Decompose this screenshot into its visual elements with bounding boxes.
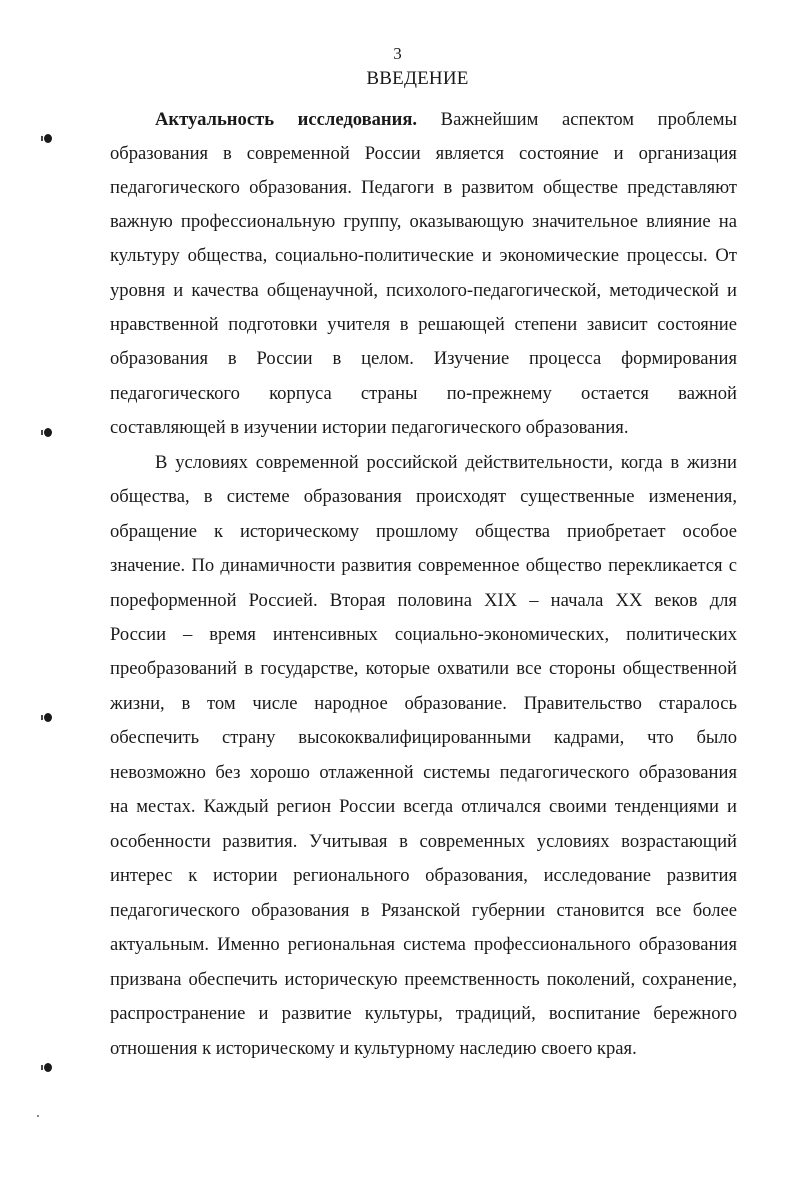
paragraph-line: культуру общества, социально-политические и экономические процессы. От — [110, 245, 737, 266]
paragraph-line: актуальным. Именно региональная система профессионального образования — [110, 934, 737, 955]
scan-speck — [37, 1115, 39, 1117]
bold-lead: Актуальность — [155, 109, 275, 130]
paragraph-line: образования в современной России является состояние и организация — [110, 143, 737, 164]
binding-hole-mark — [44, 428, 52, 437]
paragraph-line: преобразований в государстве, которые охватили все стороны общественной — [110, 658, 737, 679]
paragraph-line: значение. По динамичности развития современное общество перекликается с — [110, 555, 737, 576]
paragraph-line: общества, в системе образования происходят существенные изменения, — [110, 486, 737, 507]
paragraph-line: России – время интенсивных социально-экономических, политических — [110, 624, 737, 645]
paragraph-line: на местах. Каждый регион России всегда отличался своими тенденциями и — [110, 796, 737, 817]
page-title: ВВЕДЕНИЕ — [366, 68, 469, 89]
paragraph-line — [155, 108, 737, 132]
paragraph-line: нравственной подготовки учителя в решающей степени зависит состояние — [110, 314, 737, 335]
paragraph-line: уровня и качества общенаучной, психолого-педагогической, методической и — [110, 280, 737, 301]
paragraph-line: В условиях современной российской действительности, когда в жизни — [155, 452, 737, 473]
paragraph-line: интерес к истории регионального образования, исследование развития — [110, 865, 737, 886]
paragraph-line: жизни, в том числе народное образование. Правительство старалось — [110, 693, 737, 714]
paragraph-line: образования в России в целом. Изучение процесса формирования — [110, 348, 737, 369]
paragraph-line: составляющей в изучении истории педагогического образования. — [110, 417, 629, 438]
paragraph-line: пореформенной Россией. Вторая половина XIX – начала XX веков для — [110, 590, 737, 611]
bold-lead: исследования. — [297, 109, 418, 130]
paragraph-line: особенности развития. Учитывая в современных условиях возрастающий — [110, 831, 737, 852]
binding-hole-mark — [44, 134, 52, 143]
paragraph-line: призвана обеспечить историческую преемственность поколений, сохранение, — [110, 969, 737, 990]
binding-hole-mark — [44, 713, 52, 722]
paragraph-line: обеспечить страну высококвалифицированными кадрами, что было — [110, 727, 737, 748]
paragraph-line: обращение к историческому прошлому общества приобретает особое — [110, 521, 737, 542]
page-number: 3 — [393, 44, 402, 63]
paragraph-line: педагогического корпуса страны по-прежнему остается важной — [110, 383, 737, 404]
paragraph-line: важную профессиональную группу, оказывающую значительное влияние на — [110, 211, 737, 232]
paragraph-line: отношения к историческому и культурному наследию своего края. — [110, 1038, 637, 1059]
paragraph-line: распространение и развитие культуры, традиций, воспитание бережного — [110, 1003, 737, 1024]
paragraph-line: педагогического образования. Педагоги в развитом обществе представляют — [110, 177, 737, 198]
paragraph-line: невозможно без хорошо отлаженной системы педагогического образования — [110, 762, 737, 783]
binding-hole-mark — [44, 1063, 52, 1072]
line-text: Важнейшим аспектом проблемы — [440, 109, 737, 130]
paragraph-line: педагогического образования в Рязанской губернии становится все более — [110, 900, 737, 921]
